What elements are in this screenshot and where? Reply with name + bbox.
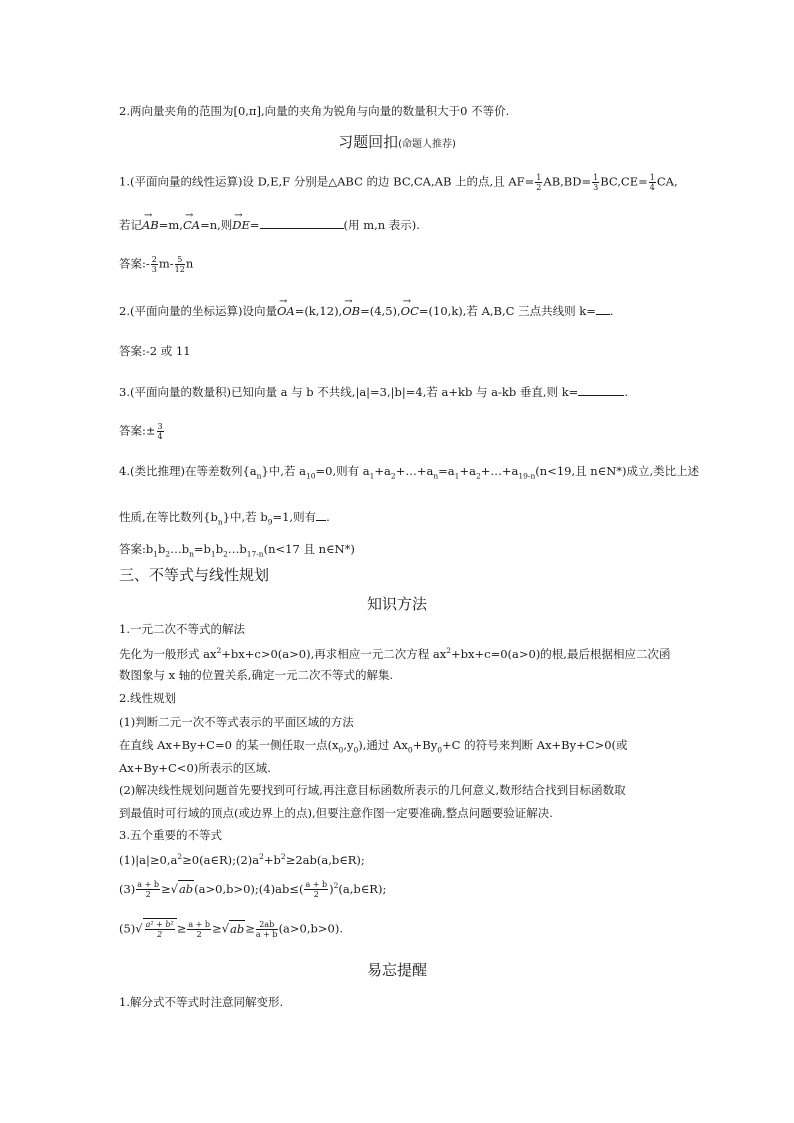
vector-oc: → OC (401, 296, 419, 319)
q3-answer: 答案:± $\frac{3}{4}$ (119, 422, 163, 441)
q1-answer: 答案:- $\frac{2}{3}$ m- $\frac{5}{12}$ n (119, 255, 194, 274)
k-ineq-3-4: (3) $\frac{a + b}{2}$ ≥√ab(a>0,b>0);(4)ab≤( $\frac{a + b}{2}$ )$^2$(a,b∈R); (119, 880, 387, 900)
knowledge-title: 知识方法 (366, 595, 427, 613)
q4-line2: 性质,在等比数列$\{b_n\}$中,若 $b_9=1$,则有 . (119, 510, 330, 527)
section-3-heading: 三、不等式与线性规划 (119, 566, 270, 584)
k-p1b: 数图象与 x 轴的位置关系,确定一元二次不等式的解集. (119, 668, 394, 682)
q1-line1: 1.(平面向量的线性运算)设 D,E,F 分别是△ABC 的边 BC,CA,AB 上的点,且 AF= $\frac{1}{2}$ AB,BD= $\frac{1}{3}$ BC,CE= $\frac{1}{4}$ CA, (119, 173, 678, 192)
q4-line1: 4.(类比推理)在等差数列$\{a_n\}$中,若 $a_{10}=0$,则有 $a_1+a_2+\dots+a_n=a_1+a_2+\dots+a_{19-n}(n<19$,且 n∈N*)成立,类比上述 (119, 464, 700, 481)
note-2: 2.两向量夹角的范围为[0,π],向量的夹角为锐角与向量的数量积大于0 不等价. (119, 104, 510, 118)
k-ineq-1-2: $(1)|a|\ge 0,a^2\ge 0(a\in R);(2)a^2+b^2\ge 2ab(a,b\in R)$; (119, 852, 365, 867)
k-h2a: (1)判断二元一次不等式表示的平面区域的方法 (119, 715, 354, 729)
q1-line2: 若记→ AB=m,→ CA=n,则→ DE= (用 m,n 表示). (119, 210, 420, 233)
frac: $\frac{1}{4}$ (649, 173, 655, 192)
vector-ob: → OB (342, 296, 360, 319)
k-p1a: 先化为一般形式 $ax^2+bx+c>0(a>0)$,再求相应一元二次方程 $ax^2+bx+c=0(a>0)$的根,最后根据相应二次函 (119, 646, 671, 661)
q2-line: 2.(平面向量的坐标运算)设向量→ OA=(k,12),→ OB=(4,5),→ OC=(10,k),若 A,B,C 三点共线则 k= . (119, 296, 614, 319)
k-h3: 3.五个重要的不等式 (119, 828, 222, 842)
vector-oa: → OA (277, 296, 295, 319)
vector-ab: → AB (142, 210, 159, 233)
reminder-title: 易忘提醒 (366, 961, 427, 979)
answer-blank (316, 508, 326, 521)
answer-blank (260, 216, 344, 229)
k-p3a: (2)解决线性规划问题首先要找到可行域,再注意目标函数所表示的几何意义,数形结合找到目标函数取 (119, 783, 626, 797)
vector-ca: → CA (183, 210, 200, 233)
q4-answer: 答案$:b_1b_2\dots b_n=b_1b_2\dots b_{17-n}(n<17$ 且 n∈N*) (119, 542, 355, 559)
reminder-p1: 1.解分式不等式时注意同解变形. (119, 995, 284, 1009)
answer-blank (578, 383, 624, 396)
answer-blank (596, 302, 610, 315)
q2-answer: 答案:-2 或 11 (119, 344, 191, 358)
frac: $\frac{1}{2}$ (536, 173, 542, 192)
q3-line: 3.(平面向量的数量积)已知向量 a 与 b 不共线,|a|=3,|b|=4,若 a+kb 与 a-kb 垂直,则 k= . (119, 385, 628, 399)
vector-de: → DE (232, 210, 250, 233)
k-p2b: Ax+By+C<0)所表示的区域. (119, 761, 271, 775)
k-h2: 2.线性规划 (119, 691, 176, 705)
k-ineq-5: (5)√ $\frac{\text{a² + b²}}{2}$ ≥ $\frac{a + b}{2}$ ≥√ab≥ $\frac{2ab}{a + b}$ (a>0,b>0). (119, 920, 343, 939)
frac: $\frac{1}{3}$ (593, 173, 599, 192)
k-p2a: 在直线 Ax+By+C=0 的某一侧任取一点$(x_0,y_0)$,通过 $Ax_0+By_0+C$ 的符号来判断 Ax+By+C>0(或 (119, 738, 628, 755)
k-h1: 1.一元二次不等式的解法 (119, 622, 245, 636)
review-title: 习题回扣(命题人推荐) (338, 133, 456, 151)
k-p3b: 到最值时可行域的顶点(或边界上的点),但要注意作图一定要准确,整点问题要验证解决. (119, 806, 553, 820)
